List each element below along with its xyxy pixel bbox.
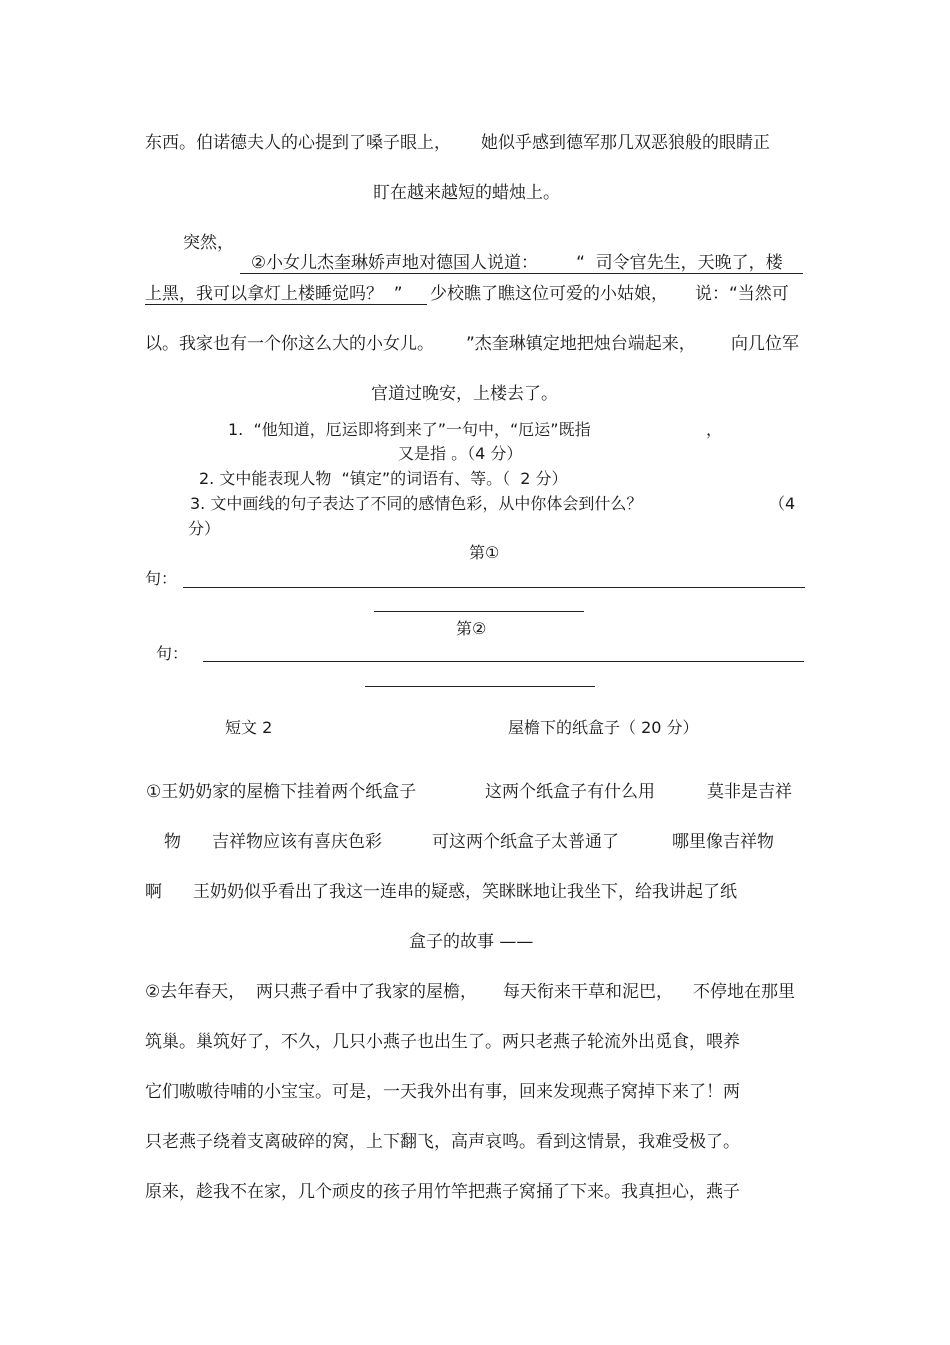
passage1-line3a: 突然， xyxy=(183,233,234,253)
underlined-sentence-2-end: 上黑，我可以拿灯上楼睡觉吗？ ” xyxy=(145,284,427,305)
passage2-p5a: ②去年春天， xyxy=(145,982,246,1002)
passage2-p1b: 这两个纸盒子有什么用 xyxy=(485,782,655,802)
passage2-p9: 原来，趁我不在家，几个顽皮的孩子用竹竿把燕子窝捅了下来。我真担心，燕子 xyxy=(145,1182,740,1202)
passage2-p2c: 可这两个纸盒子太普通了 xyxy=(432,832,619,852)
answer-1-word: 句： xyxy=(145,569,178,588)
passage2-p5d: 不停地在那里 xyxy=(693,982,795,1002)
answer-1-label: 第① xyxy=(469,543,500,562)
passage1-line1a: 东西。伯诺德夫人的心提到了嗓子眼上， xyxy=(145,133,451,153)
question-1: 1. “他知道，厄运即将到来了”一句中，“厄运”既指 xyxy=(228,420,591,439)
passage1-line2: 盯在越来越短的蜡烛上。 xyxy=(373,183,560,203)
passage2-p6: 筑巢。巢筑好了，不久，几只小燕子也出生了。两只老燕子轮流外出觅食，喂养 xyxy=(145,1032,740,1052)
passage1-line5c: 向几位军 xyxy=(731,334,799,354)
answer-2-label: 第② xyxy=(456,619,487,638)
passage1-line5b: ”杰奎琳镇定地把烛台端起来， xyxy=(466,334,696,354)
passage1-line1b: 她似乎感到德军那几双恶狼般的眼睛正 xyxy=(481,133,770,153)
answer-2-word: 句： xyxy=(156,644,189,663)
passage2-p7: 它们嗷嗷待哺的小宝宝。可是，一天我外出有事，回来发现燕子窝掉下来了！两 xyxy=(145,1082,740,1102)
passage2-p2a: 物 xyxy=(164,832,181,852)
answer-1-line-short[interactable] xyxy=(374,611,584,612)
question-3: 3. 文中画线的句子表达了不同的感情色彩，从中你体会到什么？ xyxy=(190,494,643,513)
underlined-sentence-2-start xyxy=(240,233,803,274)
question-3-score: （4 xyxy=(769,494,796,513)
question-2: 2. 文中能表现人物 “镇定”的词语有、等。（ 2 分） xyxy=(199,469,568,488)
passage2-p3b: 王奶奶似乎看出了我这一连串的疑惑，笑眯眯地让我坐下，给我讲起了纸 xyxy=(193,882,737,902)
answer-1-line[interactable] xyxy=(183,587,805,588)
passage1-line5a: 以。我家也有一个你这么大的小女儿。 xyxy=(145,334,434,354)
passage2-p4: 盒子的故事 —— xyxy=(409,932,534,952)
passage2-p2d: 哪里像吉祥物 xyxy=(672,832,774,852)
passage1-line6: 官道过晚安，上楼去了。 xyxy=(371,384,558,404)
passage2-p5b: 两只燕子看中了我家的屋檐， xyxy=(256,982,477,1002)
question-1-cont: 又是指 。（4 分） xyxy=(398,444,523,463)
answer-2-line[interactable] xyxy=(203,661,804,662)
passage1-line4b: 少校瞧了瞧这位可爱的小姑娘， xyxy=(430,284,668,304)
passage2-label: 短文 2 xyxy=(225,718,273,737)
passage2-title: 屋檐下的纸盒子（ 20 分） xyxy=(508,718,699,737)
passage1-line4c: 说：“当然可 xyxy=(695,284,789,304)
passage2-p3a: 啊 xyxy=(145,882,162,902)
question-1-comma: ， xyxy=(706,420,723,439)
passage1-line3b: ②小女儿杰奎琳娇声地对德国人说道： xyxy=(250,253,539,273)
passage1-line3c: “ 司令官先生，天晚了，楼 xyxy=(576,253,783,273)
passage2-p1c: 莫非是吉祥 xyxy=(707,782,792,802)
answer-2-line-short[interactable] xyxy=(365,686,595,687)
passage2-p8: 只老燕子绕着支离破碎的窝，上下翻飞，高声哀鸣。看到这情景，我难受极了。 xyxy=(145,1132,740,1152)
passage2-p1a: ①王奶奶家的屋檐下挂着两个纸盒子 xyxy=(146,782,417,802)
question-3-score-unit: 分） xyxy=(188,519,221,538)
passage2-p5c: 每天衔来干草和泥巴， xyxy=(503,982,673,1002)
passage2-p2b: 吉祥物应该有喜庆色彩 xyxy=(212,832,382,852)
